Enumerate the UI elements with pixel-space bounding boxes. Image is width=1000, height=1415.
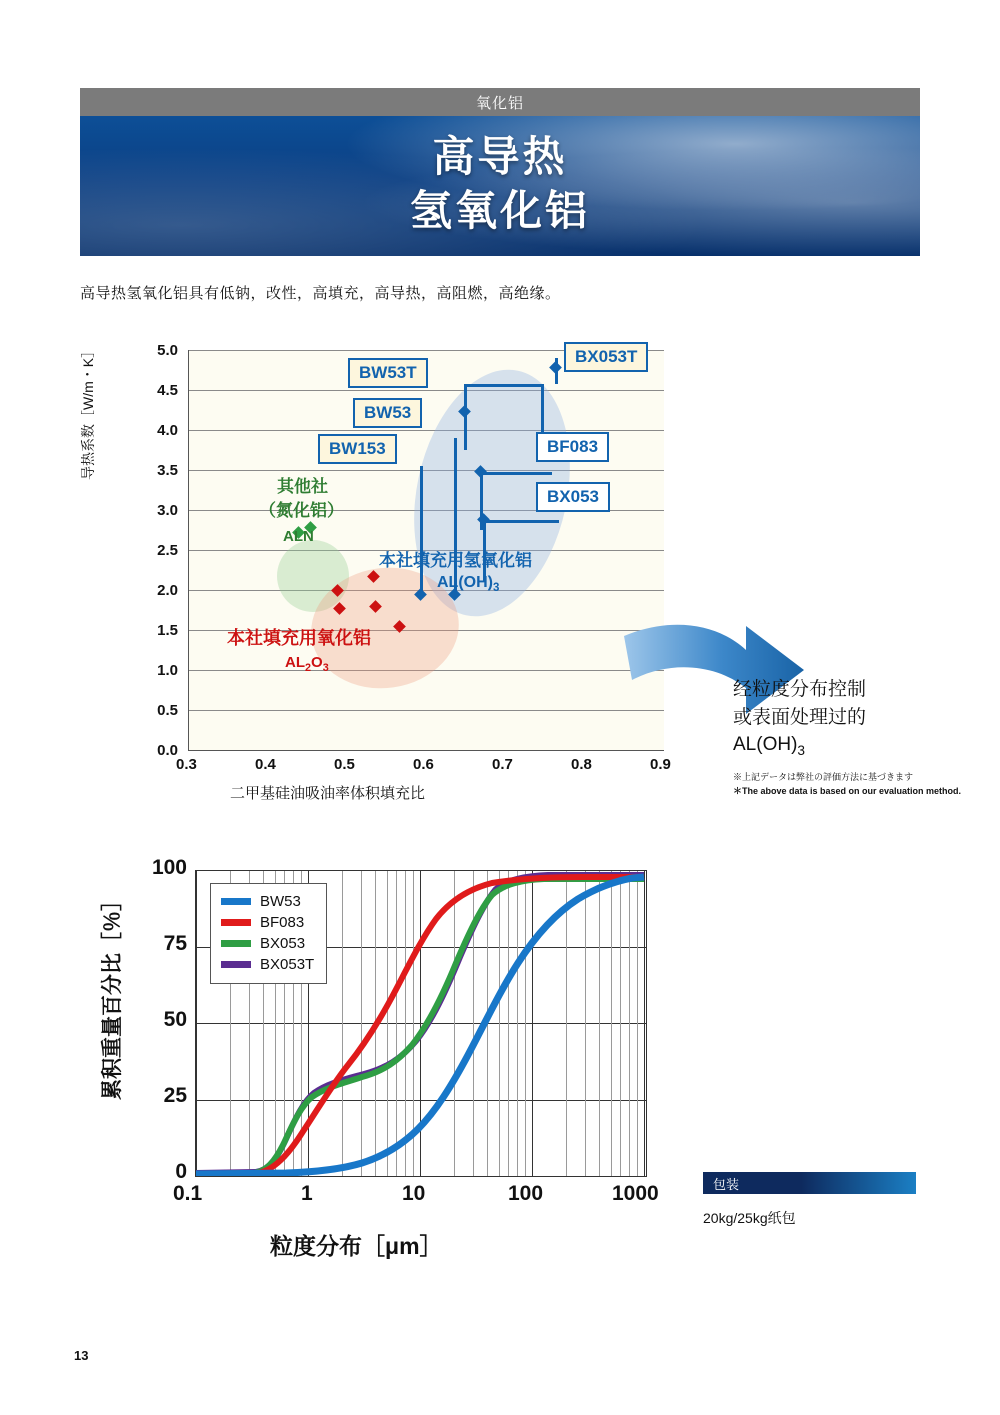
callout-bw53t[interactable]: BW53T [348, 358, 428, 388]
group-label-own-al2o3: 本社填充用氧化铝 [227, 628, 371, 648]
category-label: 氧化铝 [475, 94, 524, 112]
legend-item [221, 954, 314, 975]
al2o3-formula-mid: O [311, 654, 323, 671]
chart2-y-tick: 75 [163, 932, 187, 955]
page-title [80, 130, 920, 238]
callout-bx053[interactable]: BX053 [536, 482, 610, 512]
chart1-y-tick: 1.0 [157, 662, 178, 679]
group-label-other-company-sub: （氮化铝） [259, 501, 344, 520]
chart1-x-tick: 0.6 [413, 756, 434, 773]
callout-bw53[interactable]: BW53 [353, 398, 422, 428]
chart1-leader [420, 466, 423, 594]
chart1-y-tick: 4.0 [157, 422, 178, 439]
group-label-aln: ALN [283, 528, 314, 545]
chart2-plot-area [195, 870, 647, 1177]
chart1-x-tick: 0.9 [650, 756, 671, 773]
legend-label-bx053: BX053 [260, 935, 306, 952]
legend-item [221, 891, 314, 912]
packaging-title: 包装 [713, 1176, 740, 1192]
chart1-y-axis-label: 导热系数［W/m・K］ [80, 343, 96, 480]
group-label-own-aloh: 本社填充用氢氧化铝 [379, 551, 532, 570]
callout-bw153[interactable]: BW153 [318, 434, 397, 464]
al2o3-formula-text: AL [285, 654, 305, 671]
callout-bx053t[interactable]: BX053T [564, 342, 648, 372]
chart1-x-tick: 0.5 [334, 756, 355, 773]
group-label-other-company: 其他社 [277, 477, 328, 496]
chart1-leader [464, 384, 544, 387]
intro-text: 高导热氢氧化铝具有低钠，改性，高填充，高导热，高阻燃，高绝缘。 [80, 285, 561, 302]
arrow-note-line1: 经粒度分布控制 [733, 679, 867, 700]
page-number: 13 [74, 1348, 89, 1363]
chart1-y-tick: 2.5 [157, 542, 178, 559]
chart1-y-tick: 2.0 [157, 582, 178, 599]
thermal-conductivity-chart [80, 330, 700, 800]
chart2-x-tick: 1000 [612, 1182, 659, 1205]
legend-swatch-bx053t [221, 961, 251, 968]
packaging-header [703, 1172, 916, 1194]
chart2-x-tick: 10 [402, 1182, 426, 1205]
category-bar [80, 88, 920, 116]
footnote-en: ＊The above data is based on our evaluation method. [733, 786, 962, 796]
legend-swatch-bw53 [221, 898, 251, 905]
chart1-plot-area [188, 350, 664, 751]
aloh-formula-text: AL(OH) [437, 574, 493, 591]
chart2-x-tick: 1 [301, 1182, 313, 1205]
legend-swatch-bf083 [221, 919, 251, 926]
chart1-y-tick: 3.5 [157, 462, 178, 479]
packaging-value: 20kg/25kg纸包 [703, 1210, 796, 1226]
footnote-jp: ※上記データは弊社の評価方法に基づきます [733, 772, 914, 782]
legend-swatch-bx053 [221, 940, 251, 947]
arrow-note-formula: AL(OH) [733, 734, 798, 756]
chart1-x-tick: 0.4 [255, 756, 276, 773]
legend-item [221, 912, 314, 933]
chart2-x-tick: 0.1 [173, 1182, 203, 1205]
legend-item [221, 933, 314, 954]
chart2-y-tick: 100 [151, 856, 187, 879]
chart1-y-tick: 3.0 [157, 502, 178, 519]
arrow-note [733, 676, 866, 761]
arrow-note-line2: 或表面处理过的 [733, 706, 867, 728]
data-point-bx053t [549, 361, 562, 374]
chart2-y-tick: 50 [163, 1008, 187, 1031]
chart2-y-tick: 25 [163, 1084, 187, 1107]
chart2-legend [210, 883, 327, 984]
legend-label-bf083: BF083 [260, 914, 305, 931]
chart2-x-tick: 100 [508, 1182, 544, 1205]
chart2-y-tick: 0 [175, 1160, 187, 1183]
chart1-y-tick: 5.0 [157, 342, 178, 359]
chart1-gridline [189, 390, 664, 391]
arrow-note-formula-sub: 3 [797, 742, 806, 758]
chart1-x-axis-label: 二甲基硅油吸油率体积填充比 [230, 785, 426, 802]
al2o3-formula-sub2: 3 [322, 662, 329, 674]
callout-bf083[interactable]: BF083 [536, 432, 609, 462]
particle-size-chart [90, 850, 690, 1270]
chart2-y-axis-label: 累积重量百分比［％］ [101, 890, 124, 1100]
chart1-y-tick: 1.5 [157, 622, 178, 639]
chart1-leader [480, 472, 552, 475]
arrow-note-line3 [733, 731, 866, 761]
aloh-formula-sub: 3 [492, 582, 500, 595]
chart1-y-tick: 0.0 [157, 742, 178, 759]
chart1-x-tick: 0.8 [571, 756, 592, 773]
chart1-x-tick: 0.3 [176, 756, 197, 773]
chart1-gridline [189, 430, 664, 431]
hero-banner [80, 116, 920, 256]
chart2-x-axis-label: 粒度分布［μm］ [270, 1233, 443, 1259]
group-label-al2o3-formula [285, 654, 329, 674]
legend-label-bx053t: BX053T [260, 956, 315, 973]
chart1-x-tick: 0.7 [492, 756, 513, 773]
chart1-y-tick: 0.5 [157, 702, 178, 719]
chart1-gridline [189, 710, 664, 711]
chart1-leader [483, 520, 559, 523]
al2o3-formula-sub1: 2 [305, 662, 312, 674]
group-label-aloh-formula [437, 574, 499, 594]
chart1-y-tick: 4.5 [157, 382, 178, 399]
page-title-line1: 高导热 [432, 133, 568, 180]
legend-label-bw53: BW53 [260, 893, 301, 910]
page-title-line2: 氢氧化铝 [409, 186, 590, 234]
